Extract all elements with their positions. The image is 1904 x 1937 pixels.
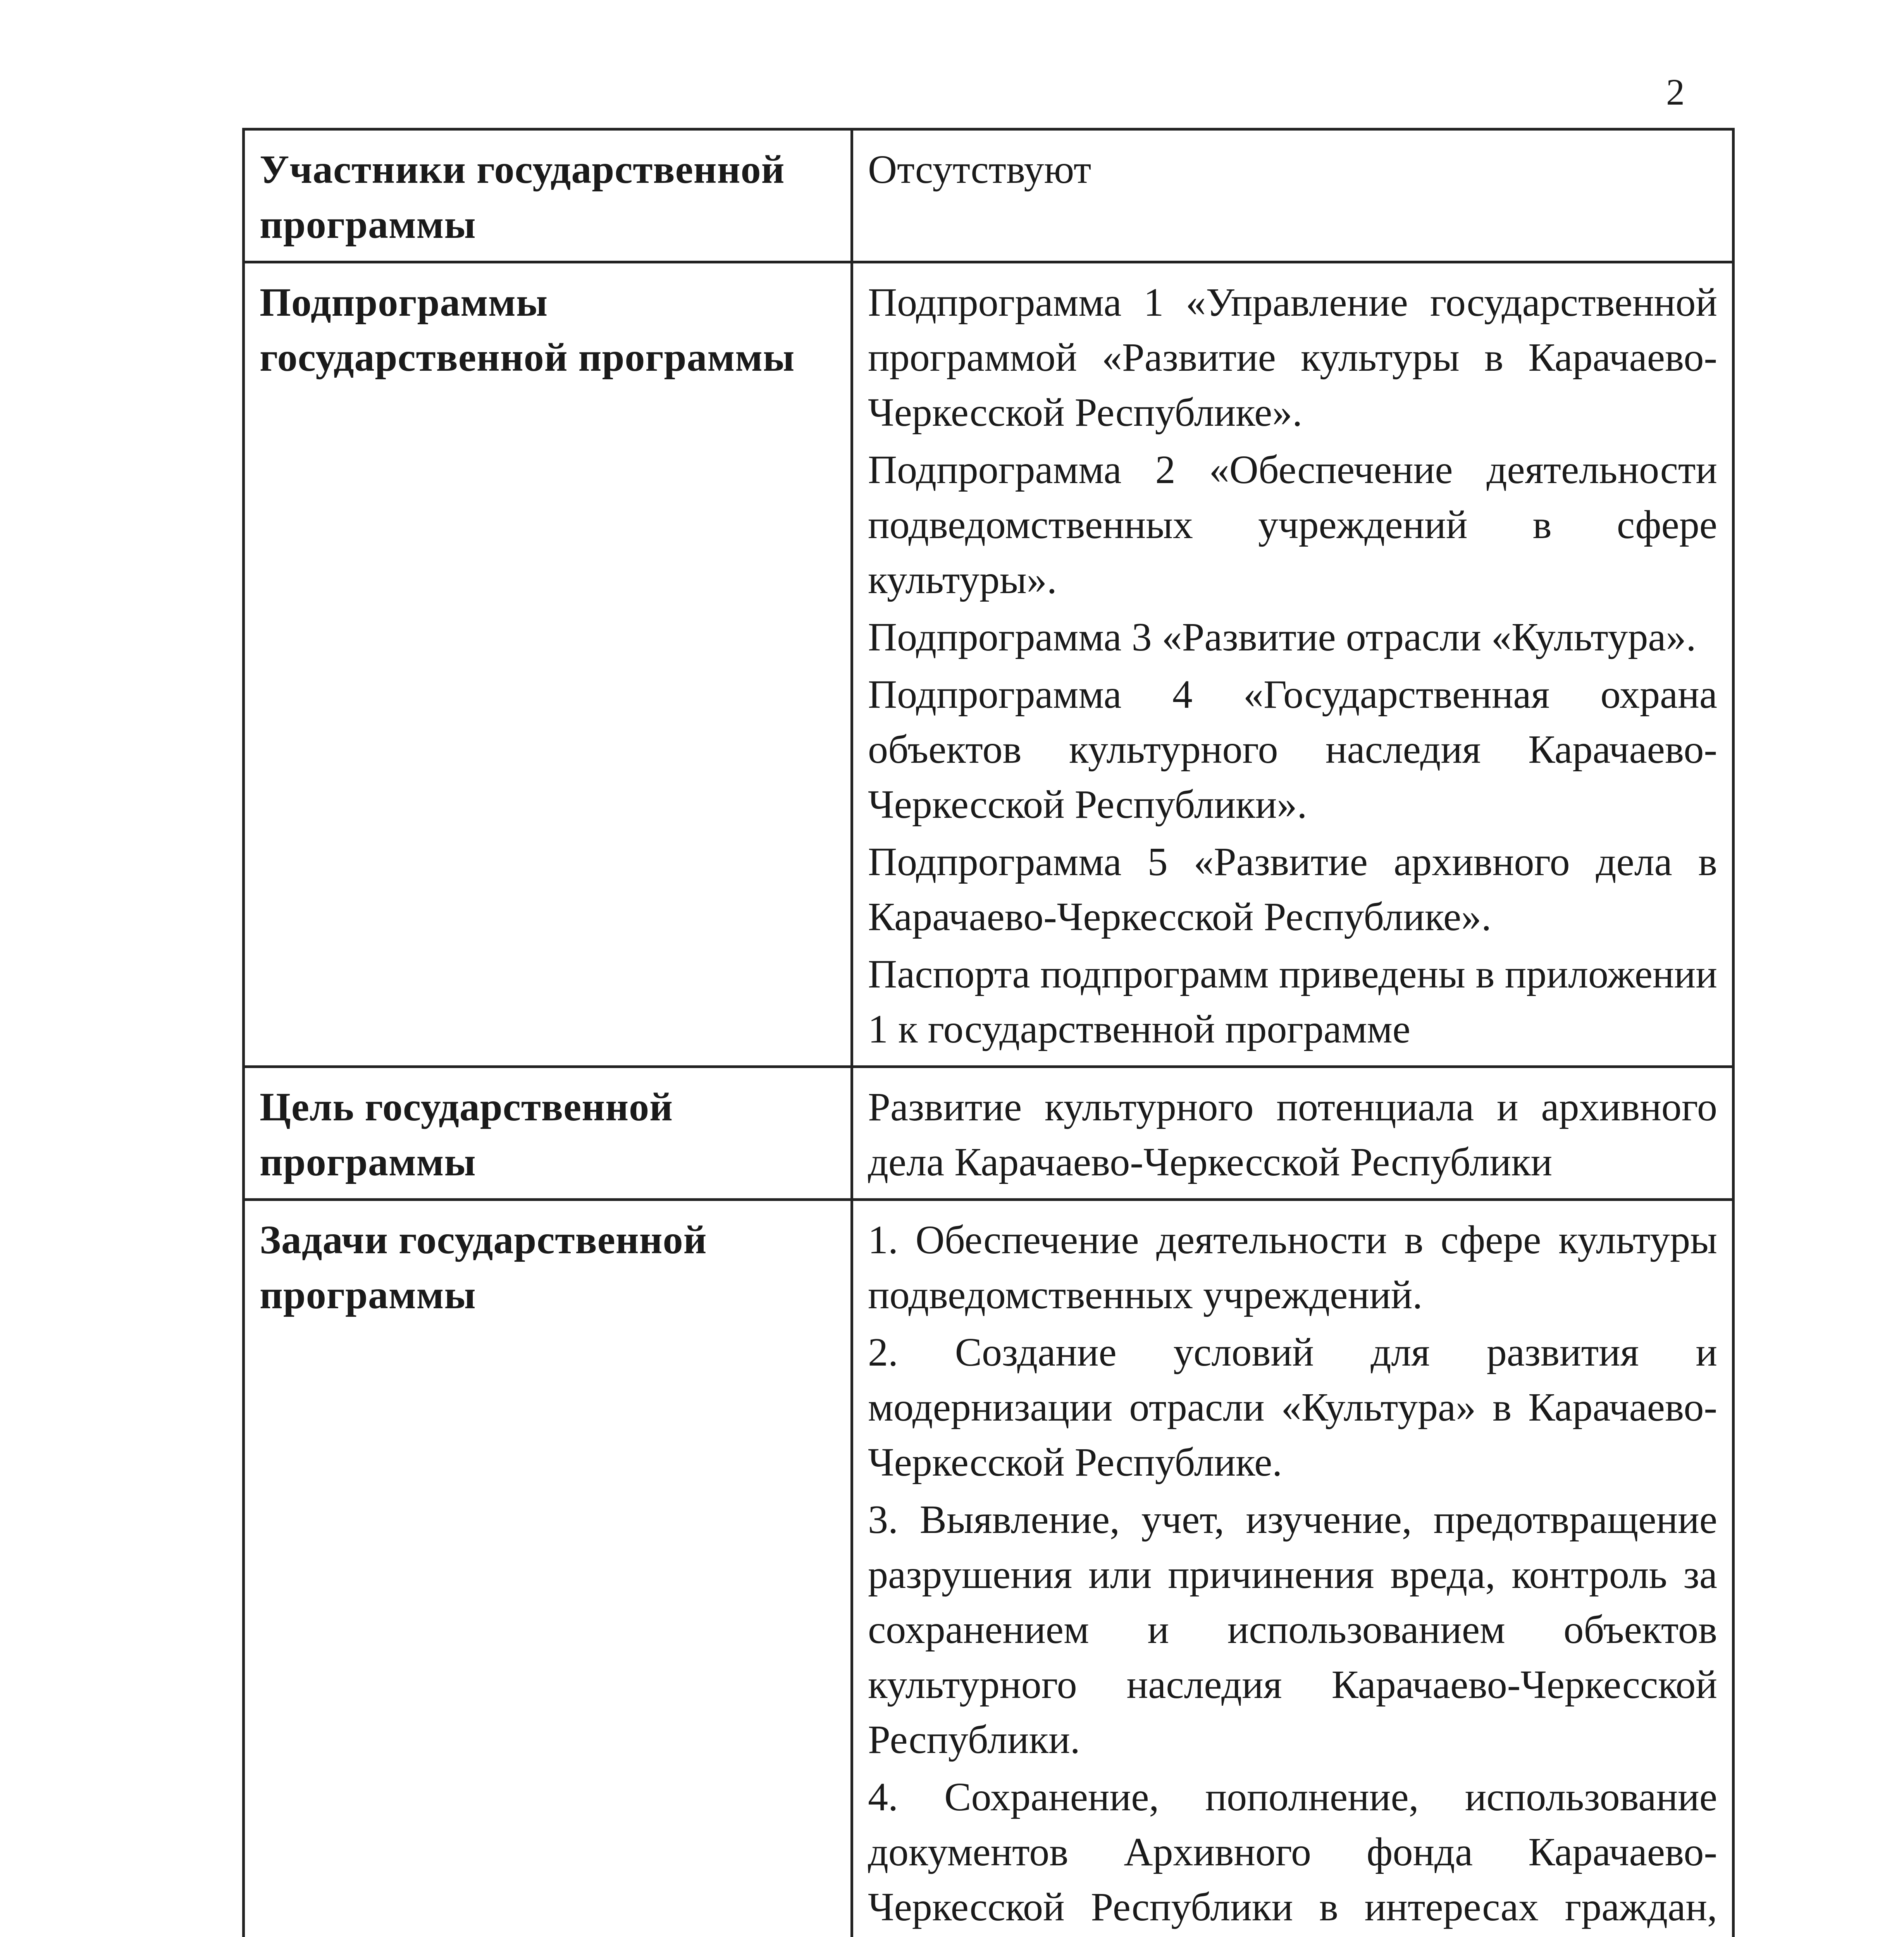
table-row xyxy=(244,262,1734,1067)
paragraph: Отсутствуют xyxy=(868,147,1091,192)
paragraph: Подпрограмма 5 «Развитие архивного дела в Карачаево-Черкесской Республике». xyxy=(868,839,1717,939)
row-value-participants xyxy=(852,129,1734,262)
table-row xyxy=(244,129,1734,262)
program-passport-table xyxy=(242,128,1735,1937)
paragraph: 2. Создание условий для развития и модернизации отрасли «Культура» в Карачаево-Черкесской Республике. xyxy=(868,1330,1717,1485)
paragraph: Подпрограмма 3 «Развитие отрасли «Культура». xyxy=(868,615,1696,659)
row-value-goal xyxy=(852,1067,1734,1200)
paragraph: Подпрограмма 2 «Обеспечение деятельности подведомственных учреждений в сфере культуры». xyxy=(868,447,1717,602)
row-label-participants: Участники государственной программы xyxy=(244,129,852,262)
paragraph: Паспорта подпрограмм приведены в приложении 1 к государственной программе xyxy=(868,952,1717,1051)
page-number: 2 xyxy=(1666,71,1685,113)
paragraph: 1. Обеспечение деятельности в сфере культуры подведомственных учреждений. xyxy=(868,1218,1717,1317)
paragraph: 4. Сохранение, пополнение, использование документов Архивного фонда Карачаево-Черкесской Республики в интересах граждан, xyxy=(868,1775,1717,1929)
row-value-subprograms xyxy=(852,262,1734,1067)
row-label-tasks: Задачи государственной программы xyxy=(244,1200,852,1937)
row-label-goal: Цель государственной программы xyxy=(244,1067,852,1200)
paragraph: Подпрограмма 1 «Управление государственной программой «Развитие культуры в Карачаево-Черкесской Республике». xyxy=(868,280,1717,435)
paragraph: Подпрограмма 4 «Государственная охрана объектов культурного наследия Карачаево-Черкесской Республики». xyxy=(868,672,1717,827)
paragraph: Развитие культурного потенциала и архивного дела Карачаево-Черкесской Республики xyxy=(868,1085,1717,1184)
row-label-subprograms: Подпрограммы государственной программы xyxy=(244,262,852,1067)
table-row xyxy=(244,1067,1734,1200)
table-row xyxy=(244,1200,1734,1937)
paragraph: 3. Выявление, учет, изучение, предотвращение разрушения или причинения вреда, контроль за сохранением и использованием объектов культурного наследия Карачаево-Черкесской Республики. xyxy=(868,1497,1717,1762)
row-value-tasks xyxy=(852,1200,1734,1937)
